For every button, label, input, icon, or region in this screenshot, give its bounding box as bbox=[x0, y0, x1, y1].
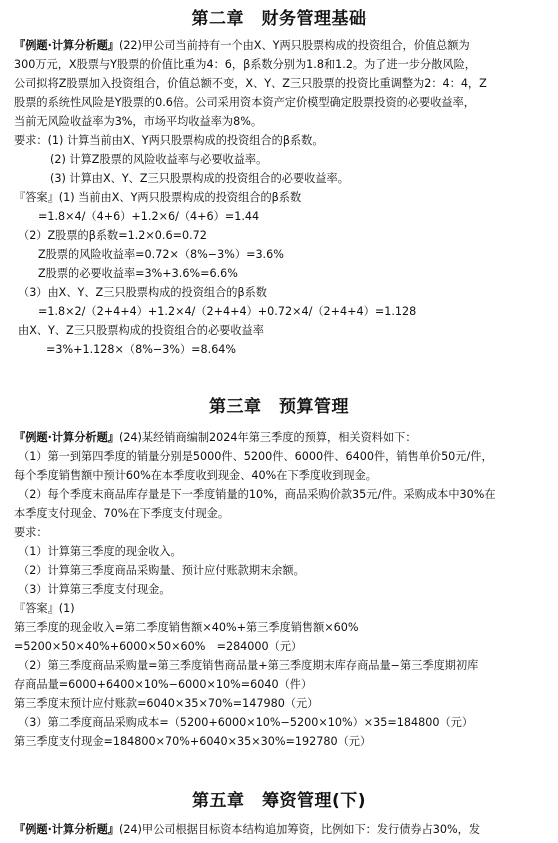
question-line bbox=[14, 38, 470, 53]
question-tag: 『例题·计算分析题』 bbox=[14, 39, 119, 52]
question-line bbox=[14, 822, 480, 837]
answer-line: （2）Z股票的β系数=1.2×0.6=0.72 bbox=[18, 229, 207, 242]
requirement-line: （1）计算第三季度的现金收入。 bbox=[18, 545, 182, 558]
requirement-line: 要求： bbox=[14, 526, 48, 539]
requirement-line: (2) 计算Z股票的风险收益率与必要收益率。 bbox=[50, 153, 268, 166]
question-line: （2）每个季度末商品库存量是下一季度销量的10%，商品采购价款35元/件。采购成本中30%在 bbox=[18, 488, 496, 501]
answer-line: =3%+1.128×（8%−3%）=8.64% bbox=[46, 343, 237, 356]
chapter-title: 第五章 筹资管理(下) bbox=[191, 791, 367, 811]
question-line: 300万元，X股票与Y股票的价值比重为4：6，β系数分别为1.8和1.2。为了进一步分散风险， bbox=[14, 58, 476, 71]
question-tag: 『例题·计算分析题』 bbox=[14, 431, 119, 444]
answer-line: 『答案』(1) bbox=[14, 602, 75, 615]
answer-line: （3）由X、Y、Z三只股票构成的投资组合的β系数 bbox=[18, 286, 267, 299]
answer-line: 第三季度的现金收入=第二季度销售额×40%+第三季度销售额×60% bbox=[14, 621, 359, 634]
answer-line: 存商品量=6000+6400×10%−6000×10%=6040（件） bbox=[14, 678, 313, 691]
answer-line: 第三季度支付现金=184800×70%+6040×35×30%=192780（元） bbox=[14, 735, 372, 748]
question-line: 本季度支付现金、70%在下季度支付现金。 bbox=[14, 507, 230, 520]
requirement-line: 要求：(1) 计算当前由X、Y两只股票构成的投资组合的β系数。 bbox=[14, 134, 324, 147]
answer-line: （2）第三季度商品采购量=第三季度销售商品量+第三季度期末库存商品量−第三季度期初库 bbox=[18, 659, 479, 672]
answer-line: 由X、Y、Z三只股票构成的投资组合的必要收益率 bbox=[18, 324, 264, 337]
requirement-line: （2）计算第三季度商品采购量、预计应付账款期末余额。 bbox=[18, 564, 305, 577]
question-line: 当前无风险收益率为3%，市场平均收益率为8%。 bbox=[14, 115, 263, 128]
question-line: （1）第一到第四季度的销量分别是5000件、5200件、6000件、6400件，销售单价50元/件， bbox=[18, 450, 493, 463]
question-text: (24)某经销商编制2024年第三季度的预算，相关资料如下： bbox=[118, 431, 417, 444]
answer-line: Z股票的必要收益率=3%+3.6%=6.6% bbox=[38, 267, 238, 280]
chapter-title: 第三章 预算管理 bbox=[209, 397, 349, 417]
answer-line: （3）第二季度商品采购成本=（5200+6000×10%−5200×10%）×35=184800（元） bbox=[18, 716, 474, 729]
question-tag: 『例题·计算分析题』 bbox=[14, 823, 119, 836]
requirement-line: （3）计算第三季度支付现金。 bbox=[18, 583, 171, 596]
question-line bbox=[14, 430, 417, 445]
question-text: (22)甲公司当前持有一个由X、Y两只股票构成的投资组合，价值总额为 bbox=[118, 39, 470, 52]
answer-line: =1.8×4/（4+6）+1.2×6/（4+6）=1.44 bbox=[38, 210, 260, 223]
answer-line: 『答案』(1) 当前由X、Y两只股票构成的投资组合的β系数 bbox=[14, 191, 302, 204]
question-line: 公司拟将Z股票加入投资组合，价值总额不变，X、Y、Z三只股票的投资比重调整为2：4：4，Z bbox=[14, 77, 487, 90]
answer-line: =1.8×2/（2+4+4）+1.2×4/（2+4+4）+0.72×4/（2+4+4）=1.128 bbox=[38, 305, 417, 318]
answer-line: =5200×50×40%+6000×50×60% =284000（元） bbox=[14, 640, 303, 653]
question-text: (24)甲公司根据目标资本结构追加筹资，比例如下：发行债券占30%，发 bbox=[118, 823, 481, 836]
answer-line: Z股票的风险收益率=0.72×（8%−3%）=3.6% bbox=[38, 248, 284, 261]
chapter-title: 第二章 财务管理基础 bbox=[191, 9, 367, 29]
question-line: 股票的系统性风险是Y股票的0.6倍。公司采用资本资产定价模型确定股票投资的必要收益率， bbox=[14, 96, 475, 109]
question-line: 每个季度销售额中预计60%在本季度收到现金、40%在下季度收到现金。 bbox=[14, 469, 377, 482]
answer-line: 第三季度末预计应付账款=6040×35×70%=147980（元） bbox=[14, 697, 319, 710]
requirement-line: (3) 计算由X、Y、Z三只股票构成的投资组合的必要收益率。 bbox=[50, 172, 349, 185]
